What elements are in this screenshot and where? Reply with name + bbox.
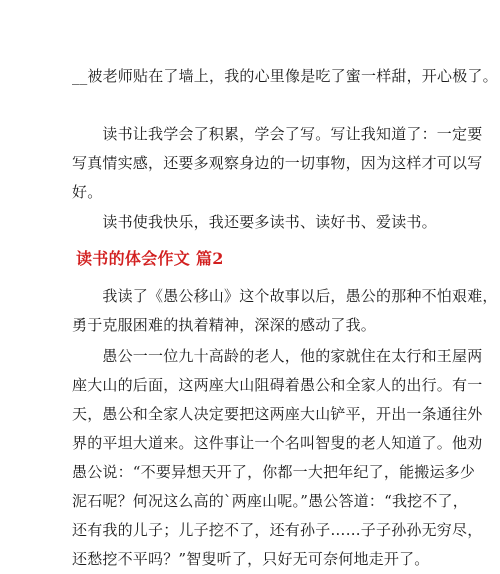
text-line: 愚公说：“不要异想天开了，你都一大把年纪了，能搬运多少 <box>72 463 476 481</box>
section-heading: 读书的体会作文 篇2 <box>76 249 224 268</box>
paragraph-1 <box>72 62 498 91</box>
paragraph-4 <box>72 282 498 340</box>
text-line: 愚公一一位九十高龄的老人，他的家就住在太行和王屋两 <box>72 347 483 365</box>
text-line: 还愁挖不平吗？”智叟听了，只好无可奈何地走开了。 <box>72 550 430 568</box>
paragraph-3 <box>72 208 437 237</box>
text-line: __被老师贴在了墙上，我的心里像是吃了蜜一样甜，开心极了。 <box>72 67 498 85</box>
paragraph-2 <box>72 120 483 207</box>
text-line: 泥石呢？何况这么高的`两座山呢。”愚公答道：“我挖不了， <box>72 492 468 510</box>
text-line: 读书使我快乐，我还要多读书、读好书、爱读书。 <box>72 213 437 231</box>
text-line: 好。 <box>72 183 103 201</box>
paragraph-5 <box>72 342 483 574</box>
text-line: 勇于克服困难的执着精神，深深的感动了我。 <box>72 316 377 334</box>
text-line: 界的平坦大道来。这件事让一个名叫智叟的老人知道了。他劝 <box>72 434 483 452</box>
text-line: 座大山的后面，这两座大山阻碍着愚公和全家人的出行。有一 <box>72 376 483 394</box>
text-line: 写真情实感，还要多观察身边的一切事物，因为这样才可以写 <box>72 154 483 172</box>
text-line: 还有我的儿子；儿子挖不了，还有孙子……子子孙孙无穷尽， <box>72 521 483 539</box>
text-line: 我读了《愚公移山》这个故事以后，愚公的那种不怕艰难， <box>72 287 498 305</box>
text-line: 天，愚公和全家人决定要把这两座大山铲平，开出一条通往外 <box>72 405 483 423</box>
text-line: 读书让我学会了积累，学会了写。写让我知道了：一定要 <box>72 125 483 143</box>
